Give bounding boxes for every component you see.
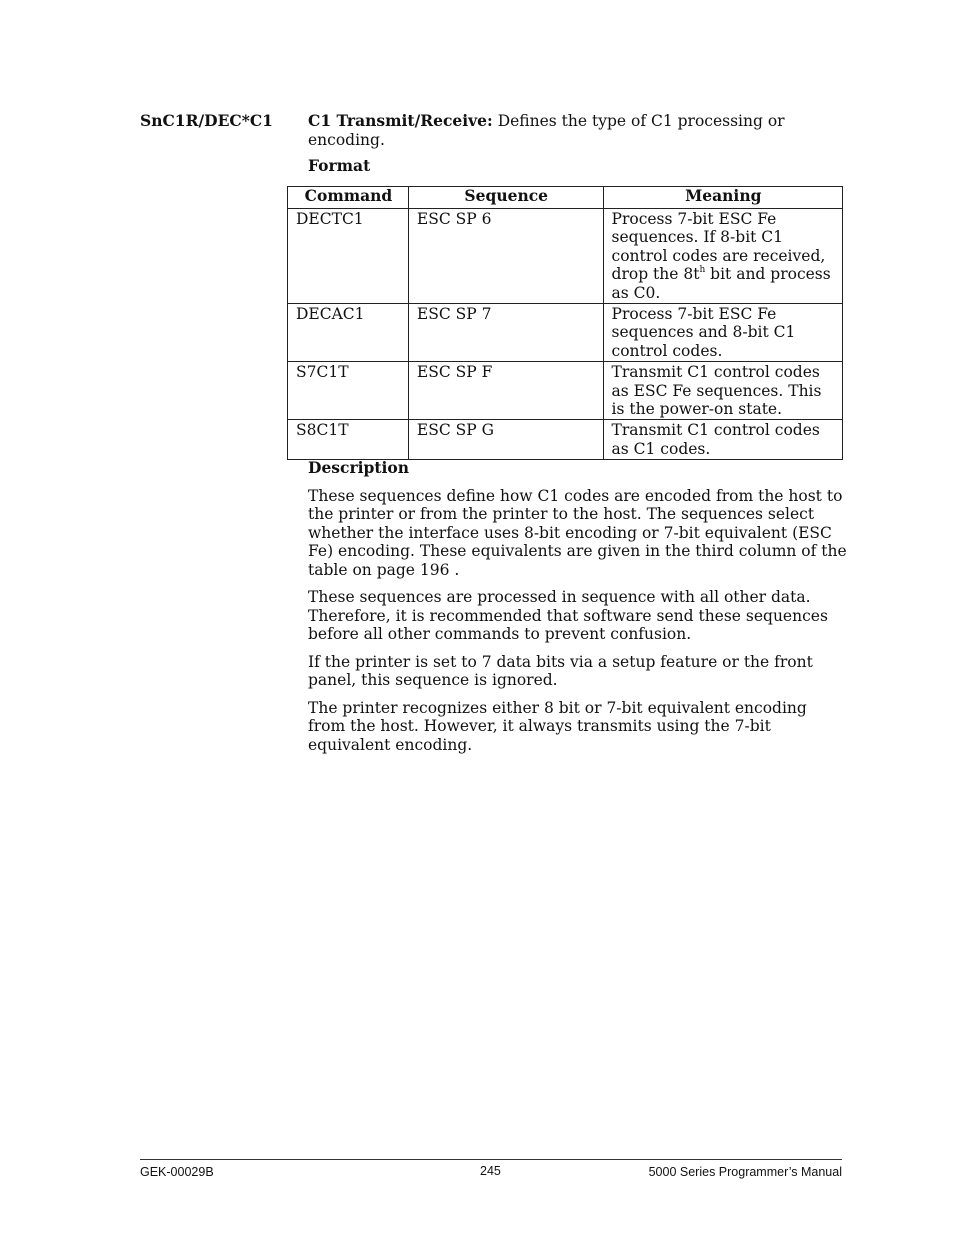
- table-header-row: [288, 187, 843, 209]
- cell-command: S7C1T: [288, 362, 409, 420]
- footer-page-number: 245: [480, 1164, 501, 1178]
- cell-meaning-pre: Process 7-bit ESC Fe sequences. If 8-bit C1 control codes are received, drop the 8t: [611, 210, 826, 284]
- description-paragraph: If the printer is set to 7 data bits via a setup feature or the front panel, this sequence is ignored.: [308, 652, 813, 689]
- table-row: [288, 420, 843, 460]
- description-section: [308, 459, 848, 763]
- command-label: SnC1R/DEC*C1: [140, 111, 273, 130]
- cell-sequence: ESC SP 6: [408, 209, 603, 304]
- format-table: [287, 186, 843, 460]
- cell-sequence: ESC SP 7: [408, 304, 603, 362]
- header-meaning: Meaning: [603, 187, 842, 209]
- cell-meaning: [603, 209, 842, 304]
- cell-command: DECAC1: [288, 304, 409, 362]
- footer-divider: [140, 1159, 842, 1160]
- command-title-bold: C1 Transmit/Receive:: [308, 111, 493, 130]
- cell-sequence: ESC SP G: [408, 420, 603, 460]
- header-command: Command: [288, 187, 409, 209]
- cell-meaning: Transmit C1 control codes as ESC Fe sequences. This is the power-on state.: [603, 362, 842, 420]
- cell-command: S8C1T: [288, 420, 409, 460]
- command-title: [308, 112, 842, 149]
- cell-meaning: Process 7-bit ESC Fe sequences and 8-bit C1 control codes.: [603, 304, 842, 362]
- command-title-text: Defines the type of C1 processing or encoding.: [308, 112, 785, 149]
- cell-meaning: Transmit C1 control codes as C1 codes.: [603, 420, 842, 460]
- table-row: [288, 304, 843, 362]
- description-paragraph: These sequences define how C1 codes are encoded from the host to the printer or from the printer to the host. The sequences select whether the interface uses 8-bit encoding or 7-bit equivalent (ESC Fe) encoding. These equivalents are given in the third column of the table on page 196 .: [308, 486, 847, 579]
- cell-sequence: ESC SP F: [408, 362, 603, 420]
- cell-command: DECTC1: [288, 209, 409, 304]
- cell-meaning-post: bit and process as C0.: [611, 265, 831, 302]
- cell-meaning-sup: h: [699, 265, 706, 276]
- table-row: [288, 362, 843, 420]
- header-sequence: Sequence: [408, 187, 603, 209]
- command-content: [308, 112, 842, 176]
- footer-manual-title: 5000 Series Programmer’s Manual: [648, 1165, 842, 1179]
- description-heading: Description: [308, 458, 410, 477]
- table-row: [288, 209, 843, 304]
- footer-doc-id: GEK-00029B: [140, 1165, 214, 1179]
- description-paragraph: These sequences are processed in sequence with all other data. Therefore, it is recommended that software send these sequences before all other commands to prevent confusion.: [308, 588, 828, 643]
- description-paragraph: The printer recognizes either 8 bit or 7-bit equivalent encoding from the host. However, it always transmits using the 7-bit equivalent encoding.: [308, 698, 807, 754]
- format-heading: Format: [308, 156, 371, 175]
